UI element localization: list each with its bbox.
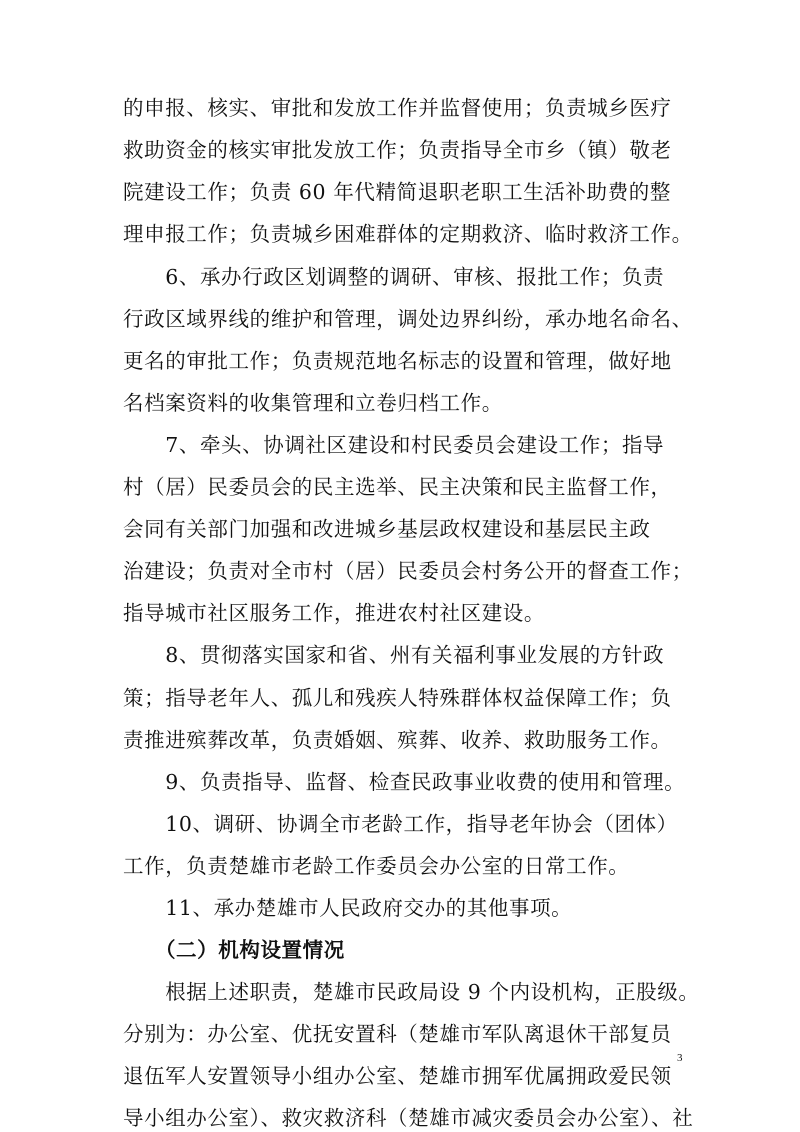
page-number: 3	[677, 1052, 683, 1064]
text-line: 10、调研、协调全市老龄工作，指导老年协会（团体）	[123, 812, 678, 836]
text-line: 治建设；负责对全市村（居）民委员会村务公开的督查工作；	[123, 559, 693, 583]
section-heading: （二）机构设置情况	[123, 938, 345, 962]
text-line: 责推进殡葬改革，负责婚姻、殡葬、收养、救助服务工作。	[123, 728, 672, 752]
text-line: 村（居）民委员会的民主选举、民主决策和民主监督工作，	[123, 475, 672, 499]
text-line: 院建设工作；负责 60 年代精简退职老职工生活补助费的整	[123, 180, 671, 204]
text-line: 退伍军人安置领导小组办公室、楚雄市拥军优属拥政爱民领	[123, 1064, 672, 1088]
text-line: 11、承办楚雄市人民政府交办的其他事项。	[123, 896, 573, 920]
text-line: 会同有关部门加强和改进城乡基层政权建设和基层民主政	[123, 517, 651, 541]
text-line: 行政区域界线的维护和管理，调处边界纠纷，承办地名命名、	[123, 307, 693, 331]
text-line: 救助资金的核实审批发放工作；负责指导全市乡（镇）敬老	[123, 138, 672, 162]
text-line: 9、负责指导、监督、检查民政事业收费的使用和管理。	[123, 770, 686, 794]
text-line: 策；指导老年人、孤儿和残疾人特殊群体权益保障工作；负	[123, 686, 672, 710]
text-line: 名档案资料的收集管理和立卷归档工作。	[123, 391, 503, 415]
text-line: 分别为：办公室、优抚安置科（楚雄市军队离退休干部复员	[123, 1022, 672, 1046]
text-line: 根据上述职责，楚雄市民政局设 9 个内设机构，正股级。	[123, 980, 700, 1004]
text-line: 6、承办行政区划调整的调研、审核、报批工作；负责	[123, 265, 665, 289]
text-line: 理申报工作；负责城乡困难群体的定期救济、临时救济工作。	[123, 222, 693, 246]
text-line: 的申报、核实、审批和发放工作并监督使用；负责城乡医疗	[123, 96, 672, 120]
text-line: 指导城市社区服务工作，推进农村社区建设。	[123, 601, 545, 625]
text-line: 8、贯彻落实国家和省、州有关福利事业发展的方针政	[123, 643, 665, 667]
text-line: 工作，负责楚雄市老龄工作委员会办公室的日常工作。	[123, 854, 630, 878]
text-line: 导小组办公室）、救灾救济科（楚雄市减灾委员会办公室）、社	[123, 1106, 694, 1130]
text-line: 更名的审批工作；负责规范地名标志的设置和管理，做好地	[123, 349, 672, 373]
text-line: 7、牵头、协调社区建设和村民委员会建设工作；指导	[123, 433, 665, 457]
